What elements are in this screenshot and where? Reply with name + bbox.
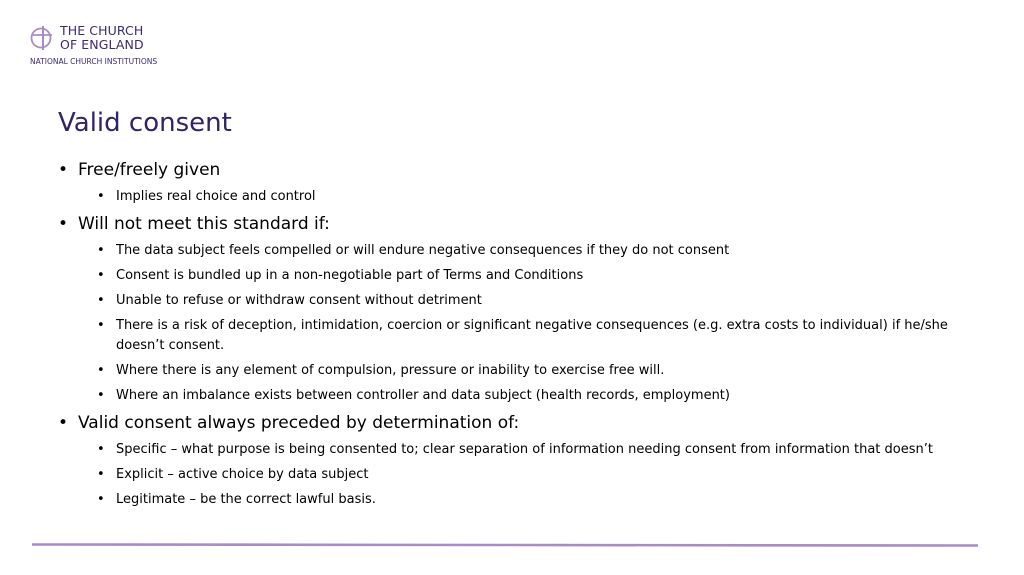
logo-subtitle: NATIONAL CHURCH INSTITUTIONS	[30, 57, 158, 66]
footer-divider-line	[32, 542, 978, 548]
sub-bullet: • Where there is any element of compulsion, pressure or inability to exercise free will.	[96, 361, 998, 381]
bullet-will-not-meet-standard	[58, 212, 998, 406]
slide-title: Valid consent	[58, 108, 232, 138]
sub-bullet: • Consent is bundled up in a non-negotiable part of Terms and Conditions	[96, 266, 998, 286]
sub-bullet: • The data subject feels compelled or will endure negative consequences if they do not consent	[96, 241, 998, 261]
sub-bullet-list	[78, 440, 998, 510]
bullet-determination	[58, 411, 998, 510]
cross-circle-logo-icon	[30, 25, 54, 51]
sub-bullet: • Legitimate – be the correct lawful basis.	[96, 490, 998, 510]
bullet-text: • Valid consent always preceded by determination of:	[78, 413, 520, 433]
sub-bullet-list	[78, 187, 998, 207]
sub-bullet: • Explicit – active choice by data subject	[96, 465, 998, 485]
bullet-free-given	[58, 158, 998, 207]
bullet-list	[58, 158, 998, 515]
sub-bullet-list	[78, 241, 998, 406]
logo-wordmark	[60, 24, 144, 51]
sub-bullet: • Specific – what purpose is being consented to; clear separation of information needing consent from information that doesn’t	[96, 440, 998, 460]
logo-line-2: OF ENGLAND	[60, 36, 144, 52]
bullet-text: • Will not meet this standard if:	[78, 214, 330, 234]
sub-bullet: • Where an imbalance exists between controller and data subject (health records, employment)	[96, 386, 998, 406]
sub-bullet: • There is a risk of deception, intimidation, coercion or significant negative consequences (e.g. extra costs to individual) if he/she doesn’t consent.	[96, 316, 998, 356]
bullet-text: • Free/freely given	[78, 160, 221, 180]
logo-line-1: THE CHURCH	[60, 23, 144, 38]
sub-bullet: • Unable to refuse or withdraw consent without detriment	[96, 291, 998, 311]
sub-bullet: • Implies real choice and control	[96, 187, 998, 207]
